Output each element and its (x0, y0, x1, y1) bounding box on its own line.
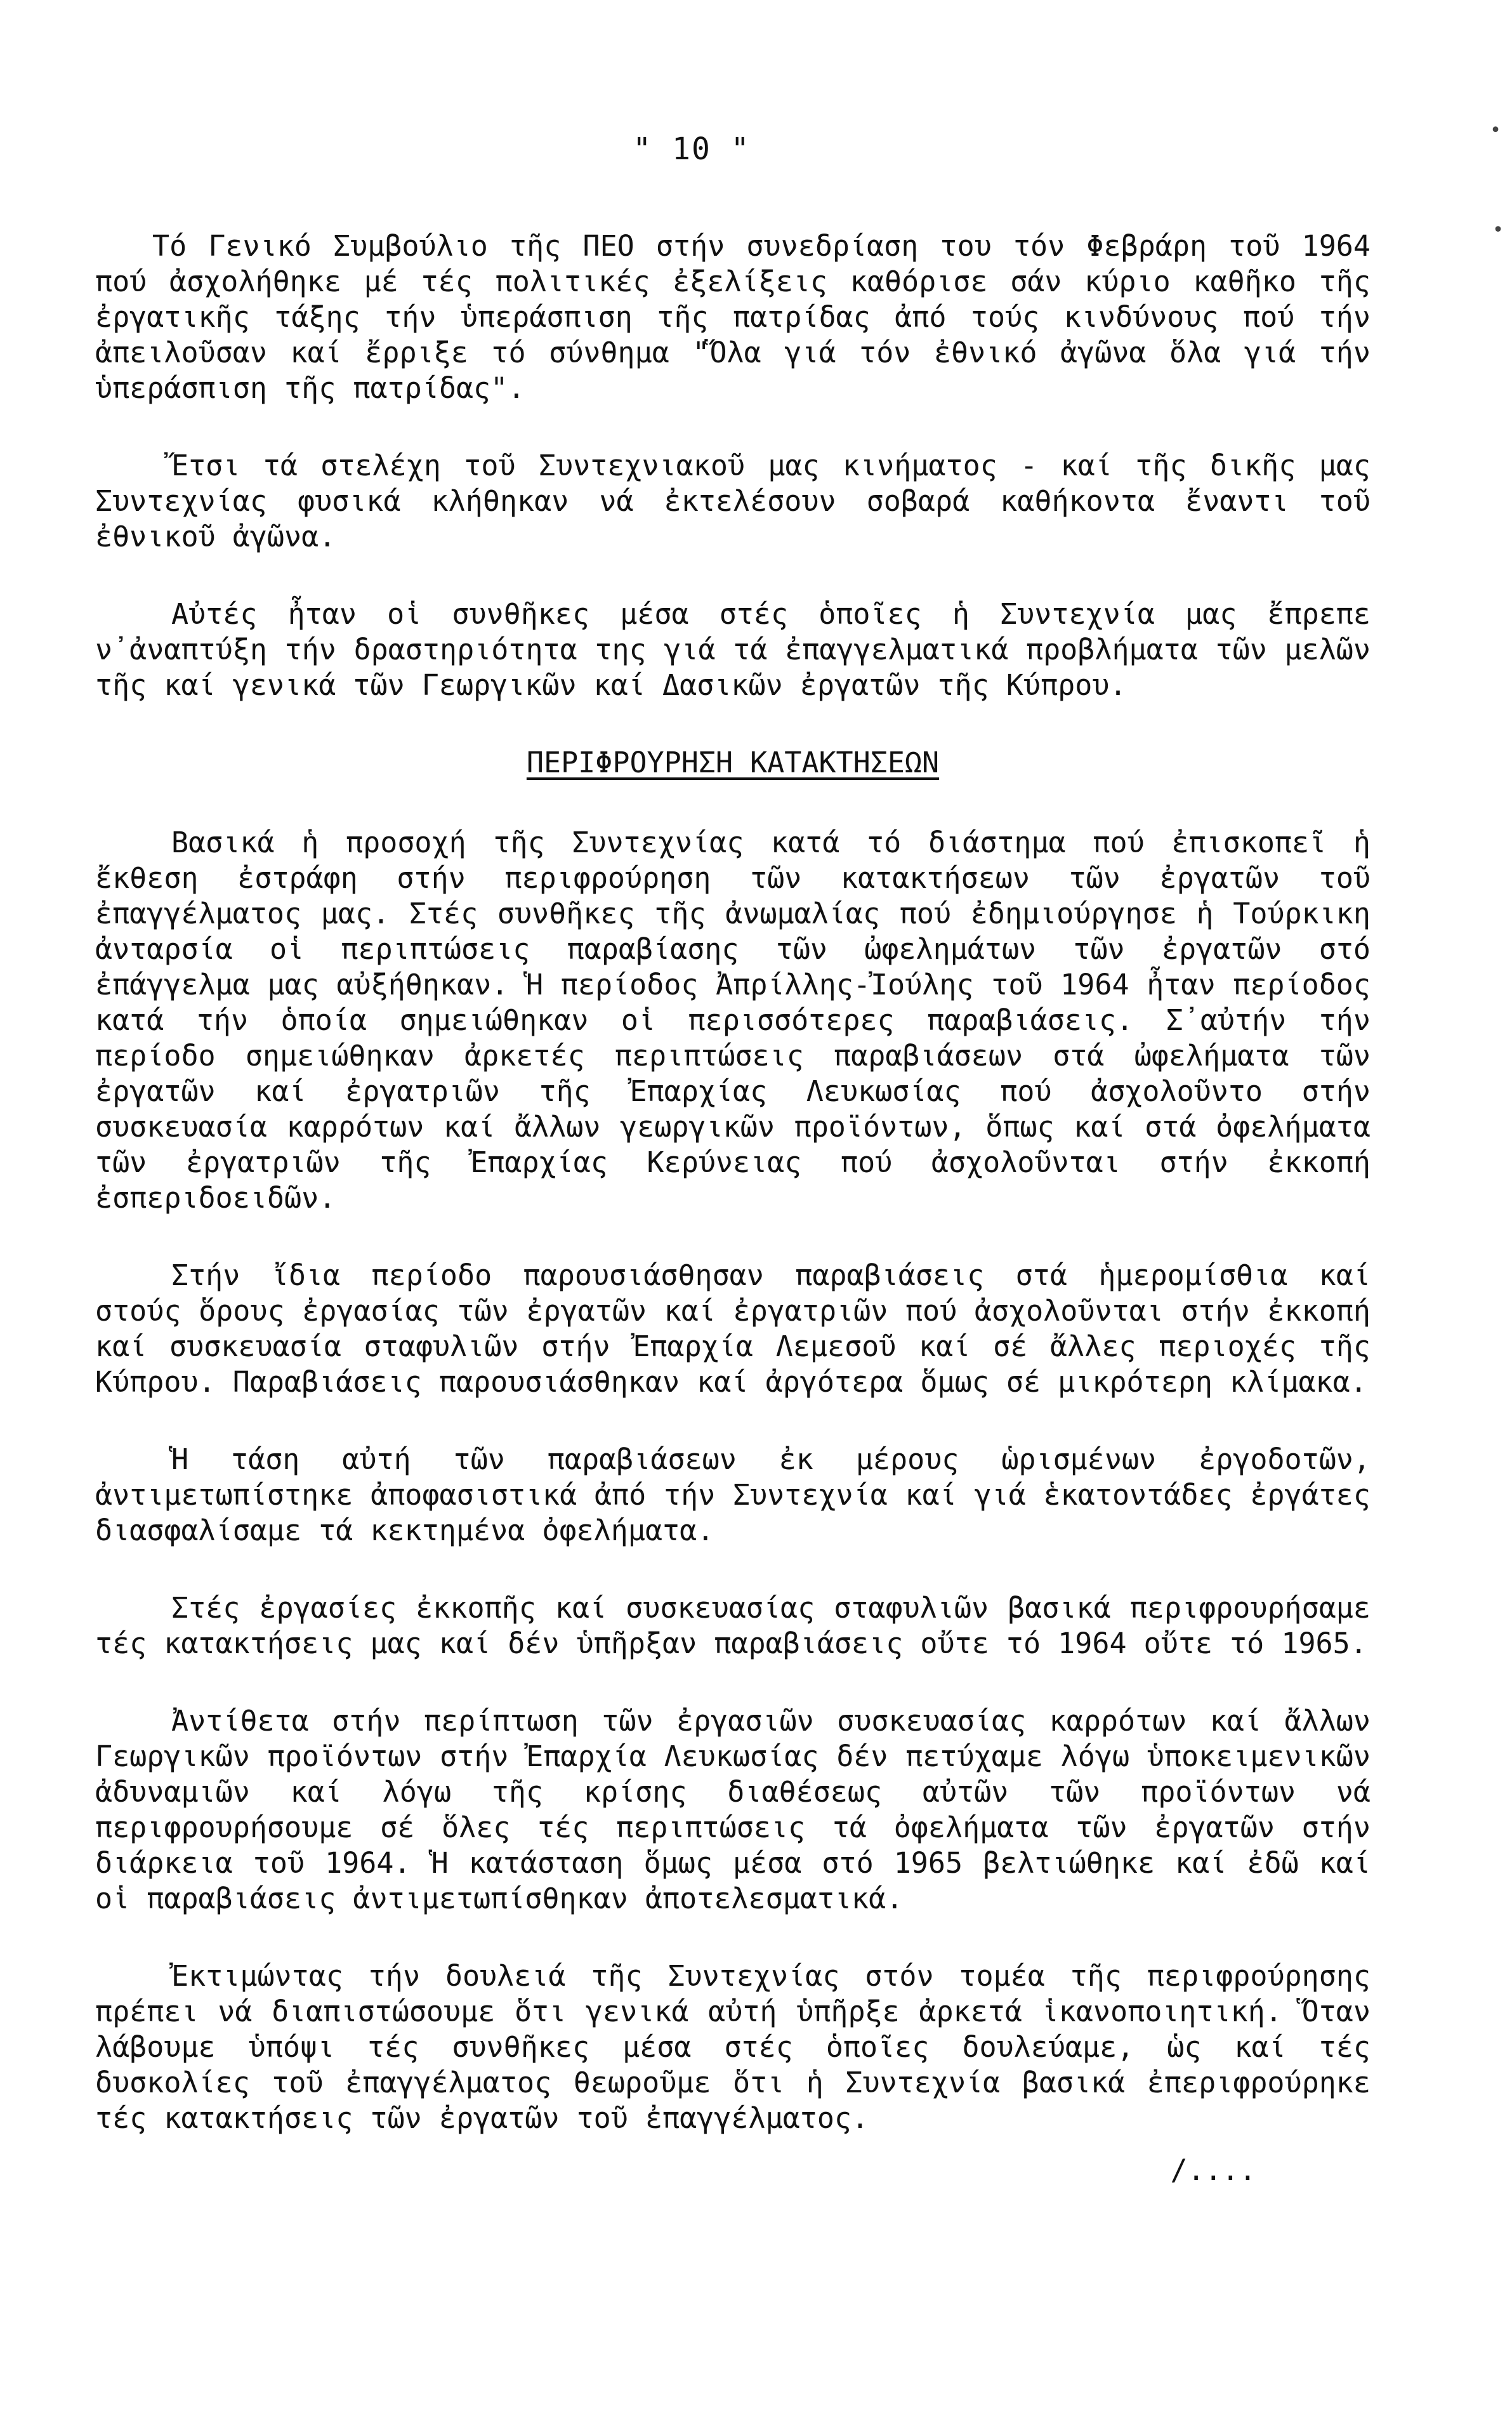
paragraph-2: Ἔτσι τά στελέχη τοῦ Συντεχνιακοῦ μας κινήματος - καί τῆς δικῆς μας Συντεχνίας φυσικά κλήθηκαν νά ἐκτελέσουν σοβαρά καθήκοντα ἔναντι τοῦ ἐθνικοῦ ἀγῶνα. (95, 449, 1388, 553)
section-heading (95, 745, 1371, 781)
section-heading-text: ΠΕΡΙΦΡΟΥΡΗΣΗ ΚΑΤΑΚΤΗΣΕΩΝ (526, 746, 940, 779)
paragraph-7: Στές ἐργασίες ἐκκοπῆς καί συσκευασίας σταφυλιῶν βασικά περιφρουρήσαμε τές κατακτήσεις μας καί δέν ὑπῆρξαν παραβιάσεις οὔτε τό 1964 οὔτε τό 1965. (95, 1591, 1388, 1660)
paragraph-4: Βασικά ἡ προσοχή τῆς Συντεχνίας κατά τό διάστημα πού ἐπισκοπεῖ ἡ ἔκθεση ἐστράφη στήν περιφρούρηση τῶν κατακτήσεων τῶν ἐργατῶν τοῦ ἐπαγγέλματος μας. Στές συνθῆκες τῆς ἀνωμαλίας πού ἐδημιούργησε ἡ Τούρκικη ἀνταρσία οἱ περιπτώσεις παραβίασης τῶν ὠφελημάτων τῶν ἐργατῶν στό ἐπάγγελμα μας αὐξήθηκαν. Ἡ περίοδος Ἀπρίλλης-Ἰούλης τοῦ 1964 ἦταν περίοδος κατά τήν ὁποία σημειώθηκαν οἱ περισσότερες παραβιάσεις. Σ᾽αὐτήν τήν περίοδο σημειώθηκαν ἀρκετές περιπτώσεις παραβιάσεων στά ὠφελήματα τῶν ἐργατῶν καί ἐργατριῶν τῆς Ἐπαρχίας Λευκωσίας πού ἀσχολοῦντο στήν συσκευασία καρρότων καί ἄλλων γεωργικῶν προϊόντων, ὅπως καί στά ὀφελήματα τῶν ἐργατριῶν τῆς Ἐπαρχίας Κερύνειας πού ἀσχολοῦνται στήν ἐκκοπή ἐσπεριδοειδῶν. (95, 826, 1388, 1215)
paragraph-5: Στήν ἴδια περίοδο παρουσιάσθησαν παραβιάσεις στά ἡμερομίσθια καί στούς ὅρους ἐργασίας τῶν ἐργατῶν καί ἐργατριῶν πού ἀσχολοῦνται στήν ἐκκοπή καί συσκευασία σταφυλιῶν στήν Ἐπαρχία Λεμεσοῦ καί σέ ἄλλες περιοχές τῆς Κύπρου. Παραβιάσεις παρουσιάσθηκαν καί ἀργότερα ὅμως σέ μικρότερη κλίμακα. (95, 1258, 1388, 1399)
paragraph-1: Τό Γενικό Συμβούλιο τῆς ΠΕΟ στήν συνεδρίαση του τόν Φεβράρη τοῦ 1964 πού ἀσχολήθηκε μέ τές πολιτικές ἐξελίξεις καθόρισε σάν κύριο καθῆκο τῆς ἐργατικῆς τάξης τήν ὑπεράσπιση τῆς πατρίδας ἀπό τούς κινδύνους πού τήν ἀπειλοῦσαν καί ἔρριξε τό σύνθημα "Ὅλα γιά τόν ἐθνικό ἀγῶνα ὅλα γιά τήν ὑπεράσπιση τῆς πατρίδας". (95, 229, 1388, 405)
paragraph-3: Αὐτές ἦταν οἱ συνθῆκες μέσα στές ὁποῖες ἡ Συντεχνία μας ἔπρεπε ν᾽ἀναπτύξη τήν δραστηριότητα της γιά τά ἐπαγγελματικά προβλήματα τῶν μελῶν τῆς καί γενικά τῶν Γεωργικῶν καί Δασικῶν ἐργατῶν τῆς Κύπρου. (95, 597, 1388, 702)
continuation-mark: /.... (1170, 2153, 1256, 2187)
corner-mark: • (1492, 219, 1504, 241)
paragraph-8: Ἀντίθετα στήν περίπτωση τῶν ἐργασιῶν συσκευασίας καρρότων καί ἄλλων Γεωργικῶν προϊόντων στήν Ἐπαρχία Λευκωσίας δέν πετύχαμε λόγω ὑποκειμενικῶν ἀδυναμιῶν καί λόγω τῆς κρίσης διαθέσεως αὐτῶν τῶν προϊόντων νά περιφρουρήσουμε σέ ὅλες τές περιπτώσεις τά ὀφελήματα τῶν ἐργατῶν στήν διάρκεια τοῦ 1964. Ἡ κατάσταση ὅμως μέσα στό 1965 βελτιώθηκε καί ἐδῶ καί οἱ παραβιάσεις ἀντιμετωπίσθηκαν ἀποτελεσματικά. (95, 1704, 1388, 1915)
document-body (95, 228, 1388, 2188)
corner-mark: • (1490, 119, 1502, 142)
paragraph-6: Ἡ τάση αὐτή τῶν παραβιάσεων ἐκ μέρους ὡρισμένων ἐργοδοτῶν, ἀντιμετωπίστηκε ἀποφασιστικά ἀπό τήν Συντεχνία καί γιά ἑκατοντάδες ἐργάτες διασφαλίσαμε τά κεκτημένα ὀφελήματα. (95, 1443, 1388, 1547)
paragraph-9: Ἐκτιμώντας τήν δουλειά τῆς Συντεχνίας στόν τομέα τῆς περιφρούρησης πρέπει νά διαπιστώσουμε ὅτι γενικά αὐτή ὑπῆρξε ἀρκετά ἱκανοποιητική. Ὅταν λάβουμε ὑπόψι τές συνθῆκες μέσα στές ὁποῖες δουλεύαμε, ὡς καί τές δυσκολίες τοῦ ἐπαγγέλματος θεωροῦμε ὅτι ἡ Συντεχνία βασικά ἐπεριφρούρηκε τές κατακτήσεις τῶν ἐργατῶν τοῦ ἐπαγγέλματος. (95, 1959, 1388, 2135)
page-number: " 10 " (633, 131, 751, 167)
